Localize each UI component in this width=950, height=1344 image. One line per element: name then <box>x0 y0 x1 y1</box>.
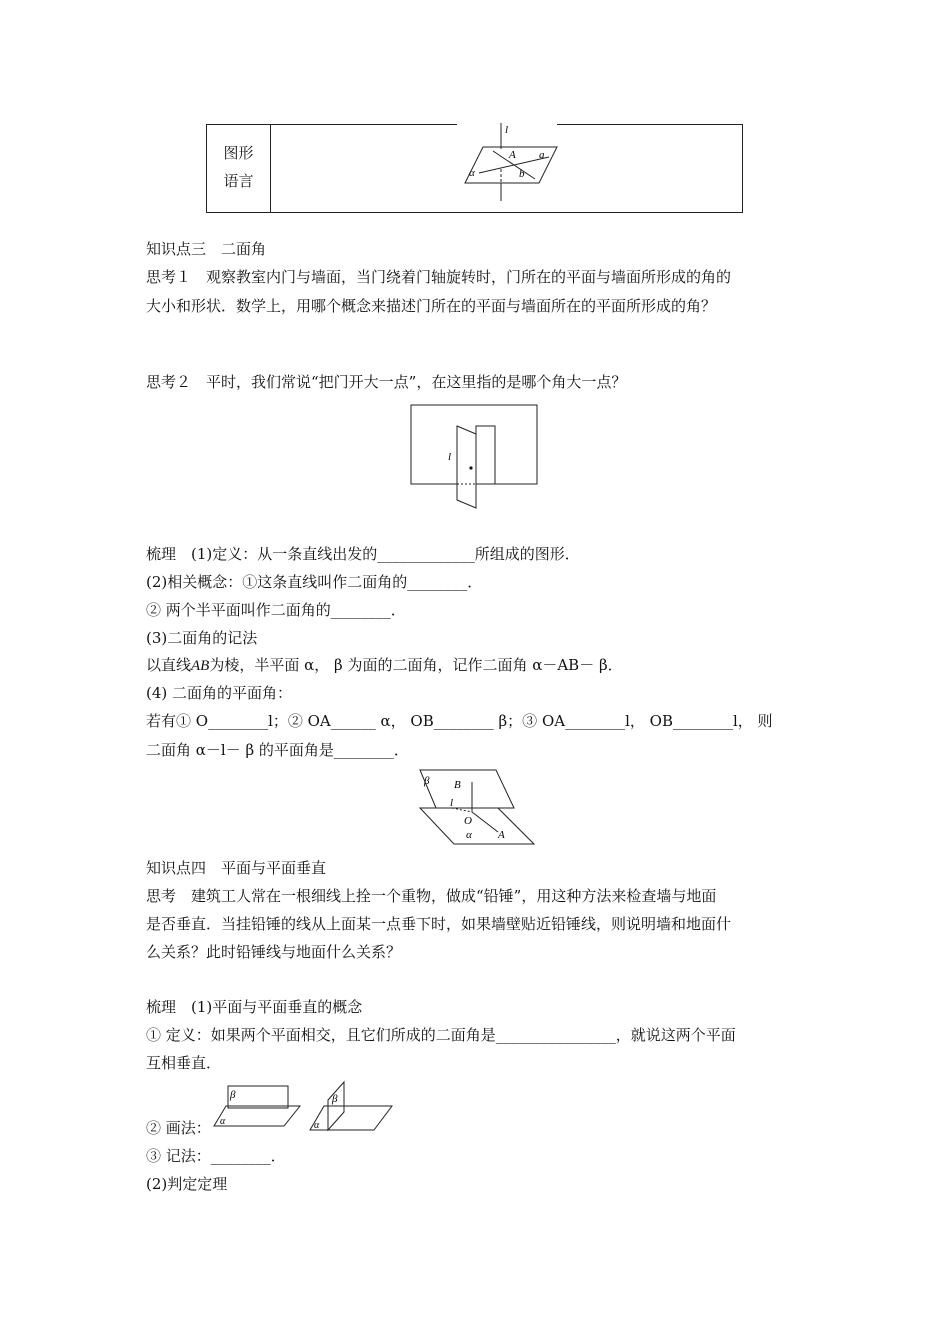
perpendicular-planes-figure-2 <box>308 1080 394 1134</box>
fig1-label-alpha: α <box>469 167 475 179</box>
summary-line3: ② 两个半平面叫作二面角的________． <box>146 601 406 619</box>
perpendicular-planes-figure-1 <box>212 1084 302 1130</box>
summary-line7: 若有① O________l；② OA______ α， OB________ β；③ OA________l， OB________l， 则 <box>146 712 773 730</box>
summary-line1: 梳理 (1)定义：从一条直线出发的_____________所组成的图形． <box>146 545 580 563</box>
summary-line2: (2)相关概念：①这条直线叫作二面角的________． <box>146 573 483 591</box>
fig3-label-beta: β <box>424 775 430 787</box>
fig4a-label-alpha: α <box>220 1116 226 1127</box>
s4-think-line3: 么关系？此时铅锤线与地面什么关系？ <box>146 943 402 961</box>
fig3-label-O: O <box>464 815 472 827</box>
table-label-line2: 语言 <box>223 172 254 190</box>
s4-summary-line5: ③ 记法：________． <box>146 1147 286 1165</box>
s4-summary-line2: ① 定义：如果两个平面相交，且它们所成的二面角是________________，就说这两个平面 <box>146 1026 736 1044</box>
think2: 思考２ 平时，我们常说“把门开大一点”，在这里指的是哪个角大一点？ <box>146 373 627 391</box>
fig3-label-A: A <box>498 829 505 841</box>
s4-summary-line6: (2)判定定理 <box>146 1175 228 1193</box>
s4-think-line2: 是否垂直．当挂铅锤的线从上面某一点垂下时，如果墙壁贴近铅锤线，则说明墙和地面什 <box>146 915 732 933</box>
table-label <box>207 125 271 212</box>
fig2-label-l: l <box>448 451 452 463</box>
s4-summary-line3: 互相垂直． <box>146 1054 222 1072</box>
s4-think-line1: 思考 建筑工人常在一根细线上拴一个重物，做成“铅锤”，用这种方法来检查墙与地面 <box>146 887 717 905</box>
fig1-label-A: A <box>509 149 516 161</box>
fig1-label-b: b <box>519 168 525 180</box>
summary-line6: (4) 二面角的平面角： <box>146 684 293 702</box>
think1-line1: 思考１ 观察教室内门与墙面，当门绕着门轴旋转时，门所在的平面与墙面所形成的角的 <box>146 268 732 286</box>
section3-title: 知识点三 二面角 <box>146 240 267 258</box>
summary-line5 <box>146 655 623 676</box>
fig3-label-B: B <box>454 779 461 791</box>
s4-summary-line1: 梳理 (1)平面与平面垂直的概念 <box>146 998 363 1016</box>
summary-line4: (3)二面角的记法 <box>146 629 258 647</box>
s4-summary-line4: ② 画法： <box>146 1119 211 1137</box>
s5-part-a: 以直线 <box>146 656 192 674</box>
fig1-label-a: a <box>539 149 545 161</box>
s5-part-c: 为棱，半平面 α， β 为面的二面角，记作二面角 α－AB－ β． <box>209 656 623 674</box>
table-label-line1: 图形 <box>223 144 254 162</box>
door-figure <box>410 404 540 510</box>
figure-language-table <box>206 124 743 213</box>
dihedral-angle-figure <box>414 768 538 848</box>
line-intersect-plane-figure <box>457 121 567 203</box>
s5-part-b: AB <box>191 658 210 674</box>
summary-line8: 二面角 α－l－ β 的平面角是________． <box>146 741 409 759</box>
think1-line2: 大小和形状．数学上，用哪个概念来描述门所在的平面与墙面所在的平面所形成的角？ <box>146 297 717 315</box>
fig4b-label-beta: β <box>332 1093 338 1105</box>
fig3-label-l: l <box>450 797 454 809</box>
fig4a-label-beta: β <box>230 1089 236 1101</box>
fig1-label-l: l <box>505 124 509 136</box>
fig4b-label-alpha: α <box>314 1120 320 1131</box>
fig3-label-alpha: α <box>466 829 472 841</box>
section4-title: 知识点四 平面与平面垂直 <box>146 859 327 877</box>
